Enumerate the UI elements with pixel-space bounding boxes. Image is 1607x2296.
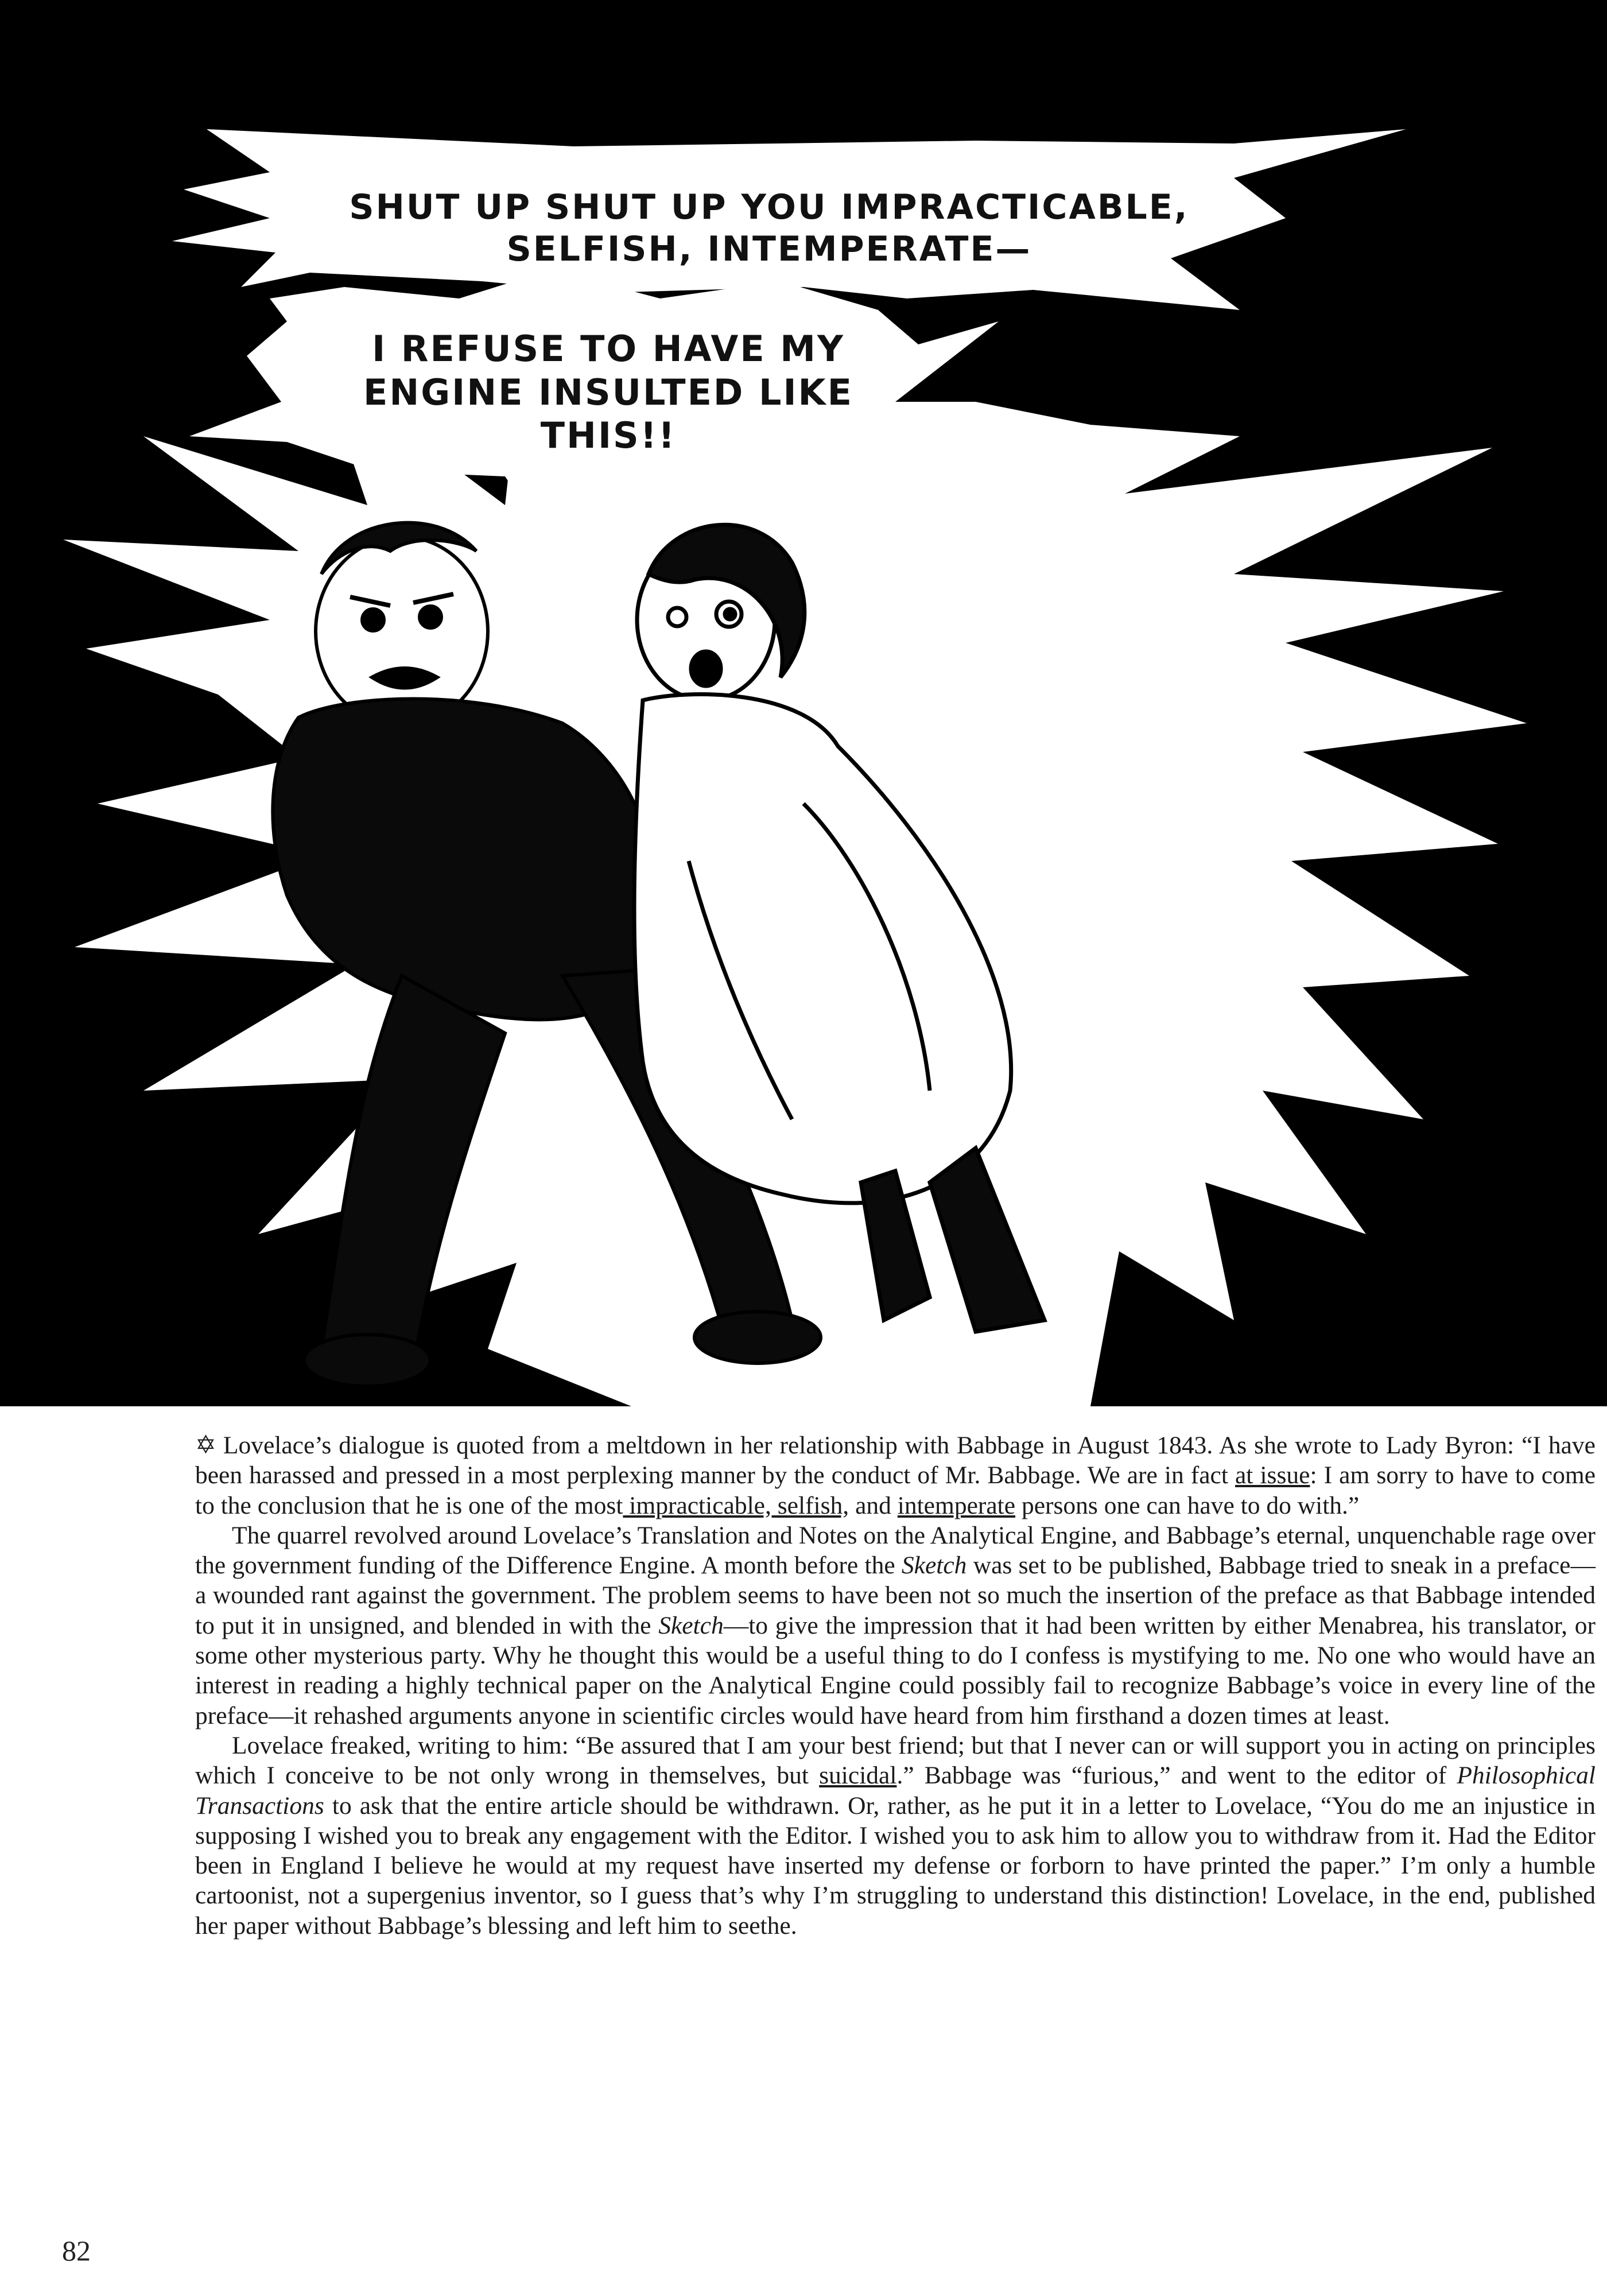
speech-bubble-top-text: SHUT UP SHUT UP YOU IMPRACTICABLE, SELFISH, INTEMPERATE— xyxy=(349,187,1189,270)
page-number: 82 xyxy=(62,2235,91,2267)
italic-text: Philosophical Transactions xyxy=(195,1762,1596,1820)
text-run: and xyxy=(849,1491,898,1519)
italic-text: Sketch xyxy=(658,1611,724,1639)
underlined-text: at issue xyxy=(1235,1461,1310,1490)
text-run: : I am sorry to have to come to the conclusion that he is one of the most xyxy=(195,1461,1596,1519)
text-run: to ask that the entire article should be withdrawn. Or, rather, as he put it in a letter to Lovelace, “You do me an injustice in supposing I wished you to break any engagement with the Editor. I wished you to ask him to allow you to withdraw from it. Had the Editor been in England I believe he would at my request have inserted my defense or forborn to have printed the paper.” I’m only a humble cartoonist, not a supergenius inventor, so I guess that’s why I’m struggling to understand this distinction! Lovelace, in the end, published her paper without Babbage’s blessing and left him to seethe. xyxy=(195,1791,1596,1940)
paragraph-1 xyxy=(195,1430,1596,1521)
speech-bubble-bottom-text: I REFUSE TO HAVE MY ENGINE INSULTED LIKE THIS!! xyxy=(363,328,853,457)
paragraph-2 xyxy=(195,1521,1596,1731)
body-text xyxy=(195,1430,1596,1941)
text-run: Lovelace’s dialogue is quoted from a meltdown in her relationship with Babbage in August 1843. As she wrote to Lady Byron: “I have been harassed and pressed in a most perplexing manner by the conduct of Mr. Babbage. We are in fact xyxy=(195,1432,1596,1490)
underlined-text: intemperate xyxy=(897,1491,1016,1519)
underlined-text: suicidal xyxy=(819,1762,897,1790)
text-run: .” Babbage was “furious,” and went to the editor of xyxy=(896,1762,1457,1790)
text-run: was set to be published, Babbage tried to sneak in a preface—a wounded rant against the government. The problem seems to have been not so much the insertion of the preface as that Babbage intended to put it in unsigned, and blended in with the xyxy=(195,1552,1596,1639)
text-run: —to give the impression that it had been written by either Menabrea, his translator, or some other mysterious party. Why he thought this would be a useful thing to do I confess is mystifying to me. No one who would have an interest in reading a highly technical paper on the Analytical Engine could possibly fail to recognize Babbage’s voice in every line of the preface—it rehashed arguments anyone in scientific circles would have heard from him firsthand a dozen times at least. xyxy=(195,1611,1596,1729)
paragraph-3 xyxy=(195,1731,1596,1941)
italic-text: Sketch xyxy=(901,1552,967,1580)
text-run: persons one can have to do with.” xyxy=(1015,1491,1360,1519)
footnote-star-icon: ✡ xyxy=(195,1430,216,1460)
text-run: The quarrel revolved around Lovelace’s Translation and Notes on the Analytical Engine, and Babbage’s eternal, unquenchable rage over the government funding of the Difference Engine. A month before the xyxy=(195,1521,1596,1580)
text-run: Lovelace freaked, writing to him: “Be assured that I am your best friend; but that I never can or will support you in acting on principles which I conceive to be not only wrong in themselves, but xyxy=(195,1731,1596,1790)
underlined-text: impracticable, selfish, xyxy=(623,1491,849,1519)
